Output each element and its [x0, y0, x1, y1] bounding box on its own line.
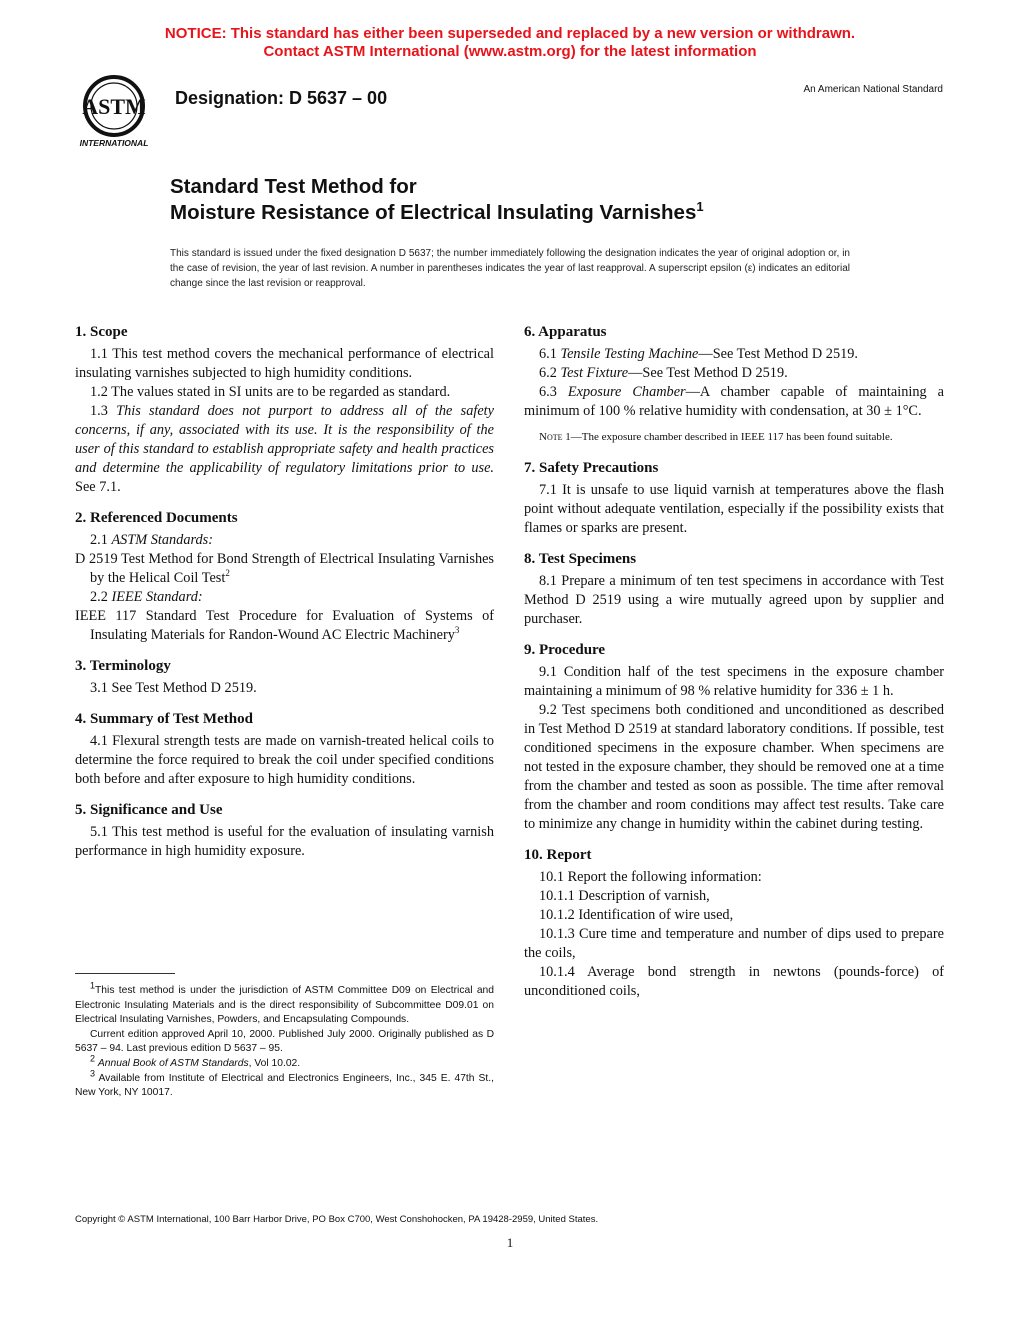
paragraph: 10.1.3 Cure time and temperature and number of dips used to prepare the coils,	[524, 926, 944, 961]
section-safety	[524, 458, 944, 538]
copyright-notice: Copyright © ASTM International, 100 Barr Harbor Drive, PO Box C700, West Conshohocken, PA 19428-2959, United States.	[75, 1214, 599, 1225]
section-heading: 7. Safety Precautions	[524, 460, 659, 476]
american-national-standard-label: An American National Standard	[803, 84, 943, 95]
section-procedure	[524, 640, 944, 834]
paragraph: 10.1.1 Description of varnish,	[539, 888, 710, 904]
section-terminology	[75, 656, 494, 698]
paragraph: 1.2 The values stated in SI units are to be regarded as standard.	[90, 384, 451, 400]
footnote: $^2$ Annual Book of ASTM Standards, Vol 10.02.	[90, 1053, 301, 1069]
paragraph: 1.1 This test method covers the mechanical performance of electrical insulating varnishes subjected to high humidity conditions.	[75, 346, 494, 381]
section-heading: 1. Scope	[75, 324, 128, 340]
section-heading: 2. Referenced Documents	[75, 510, 238, 526]
paragraph: 7.1 It is unsafe to use liquid varnish at temperatures above the flash point without adequate ventilation, especially if the possibility exists that flames or sparks are present.	[524, 482, 944, 536]
title-footnote-ref: 1	[696, 199, 704, 215]
issuance-statement: This standard is issued under the fixed designation D 5637; the number immediately following the designation indicates the year of original adoption or, in the case of revision, the year of last revision. A number in parentheses indicates the year of last reapproval. A superscript epsilon (ε) indicates an editorial change since the last revision or reapproval.	[170, 248, 850, 289]
title-line-2: Moisture Resistance of Electrical Insulating Varnishes$^1$	[170, 199, 704, 224]
paragraph: 10.1.4 Average bond strength in newtons (pounds-force) of unconditioned coils,	[524, 964, 944, 999]
subheading: 2.1 ASTM Standards:	[90, 532, 213, 548]
astm-logo	[64, 74, 164, 150]
footnote-divider	[75, 973, 175, 974]
notice-line-1: NOTICE: This standard has either been superseded and replaced by a new version or withdrawn.	[164, 25, 856, 42]
section-heading: 4. Summary of Test Method	[75, 711, 253, 727]
reference-entry: D 2519 Test Method for Bond Strength of Electrical Insulating Varnishes by the Helical Coil Test$^2$	[75, 551, 494, 586]
paragraph: 9.2 Test specimens both conditioned and unconditioned as described in Test Method D 2519 at standard laboratory conditions. If possible, test conditioned specimens in the exposure chamber. When specimens are not tested in the exposure chamber, they should be removed one at a time from the chamber and tested as soon as possible. The time after removal from the chamber and room conditions may affect test results. Take care to minimize any change in humidity within the cabinet during testing.	[524, 702, 944, 832]
paragraph: 4.1 Flexural strength tests are made on varnish-treated helical coils to determine the force required to break the coil under specified conditions both before and after exposure to high humidity conditions.	[75, 733, 494, 787]
footnote: $^1$This test method is under the jurisdiction of ASTM Committee D09 on Electrical and Electronic Insulating Materials and is the direct responsibility of Subcommittee D09.01 on Electrical Insulating Varnishes, Powders, and Encapsulating Compounds.	[75, 980, 494, 1026]
section-scope	[75, 322, 494, 497]
paragraph: 6.2 Test Fixture—See Test Method D 2519.	[539, 365, 788, 381]
page-number: 1	[506, 1235, 514, 1250]
paragraph: 10.1 Report the following information:	[539, 869, 762, 885]
designation: Designation: D 5637 – 00	[175, 88, 388, 108]
section-heading: 9. Procedure	[524, 642, 606, 658]
footnote: $^3$ Available from Institute of Electrical and Electronics Engineers, Inc., 345 E. 47th St., New York, NY 10017.	[75, 1068, 494, 1099]
document-title	[170, 174, 704, 226]
logo-text: ASTM	[82, 94, 146, 119]
section-referenced-documents	[75, 508, 494, 645]
paragraph: 10.1.2 Identification of wire used,	[539, 907, 734, 923]
paragraph: 6.1 Tensile Testing Machine—See Test Method D 2519.	[539, 346, 858, 362]
paragraph: 1.3 This standard does not purport to address all of the safety concerns, if any, associated with its use. It is the responsibility of the user of this standard to establish appropriate safety and health practices and determine the applicability of regulatory limitations prior to use. See 7.1.	[75, 403, 494, 495]
paragraph: 5.1 This test method is useful for the evaluation of insulating varnish performance in high humidity exposure.	[75, 824, 494, 859]
notice-line-2: Contact ASTM International (www.astm.org) for the latest information	[263, 43, 757, 60]
section-heading: 5. Significance and Use	[75, 802, 223, 818]
subheading: 2.2 IEEE Standard:	[90, 589, 203, 605]
reference-entry: IEEE 117 Standard Test Procedure for Evaluation of Systems of Insulating Materials for Randon-Wound AC Electric Machinery$^3$	[75, 608, 494, 643]
footnotes	[75, 980, 494, 1101]
section-summary	[75, 709, 494, 789]
section-test-specimens	[524, 549, 944, 629]
logo-subtext: INTERNATIONAL	[79, 138, 149, 148]
paragraph: 6.3 Exposure Chamber—A chamber capable of maintaining a minimum of 100 % relative humidity with condensation, at 30 ± 1°C.	[524, 384, 944, 419]
paragraph: 8.1 Prepare a minimum of ten test specimens in accordance with Test Method D 2519 using a wire mutually agreed upon by supplier and purchaser.	[524, 573, 944, 627]
section-apparatus	[524, 322, 944, 445]
section-report	[524, 845, 944, 1001]
paragraph: 9.1 Condition half of the test specimens in the exposure chamber maintaining a minimum of 98 % relative humidity for 336 ± 1 h.	[524, 664, 944, 699]
title-line-1: Standard Test Method for	[170, 175, 417, 198]
note: Note 1—The exposure chamber described in IEEE 117 has been found suitable.	[539, 431, 893, 443]
footnote: Current edition approved April 10, 2000. Published July 2000. Originally published as D 5637 – 94. Last previous edition D 5637 – 95.	[75, 1028, 494, 1055]
section-significance	[75, 800, 494, 861]
left-column	[75, 322, 494, 872]
section-heading: 8. Test Specimens	[524, 551, 637, 567]
section-heading: 3. Terminology	[75, 658, 171, 674]
paragraph: 3.1 See Test Method D 2519.	[90, 680, 257, 696]
right-column	[524, 322, 944, 1012]
section-heading: 6. Apparatus	[524, 324, 607, 340]
section-heading: 10. Report	[524, 847, 592, 863]
